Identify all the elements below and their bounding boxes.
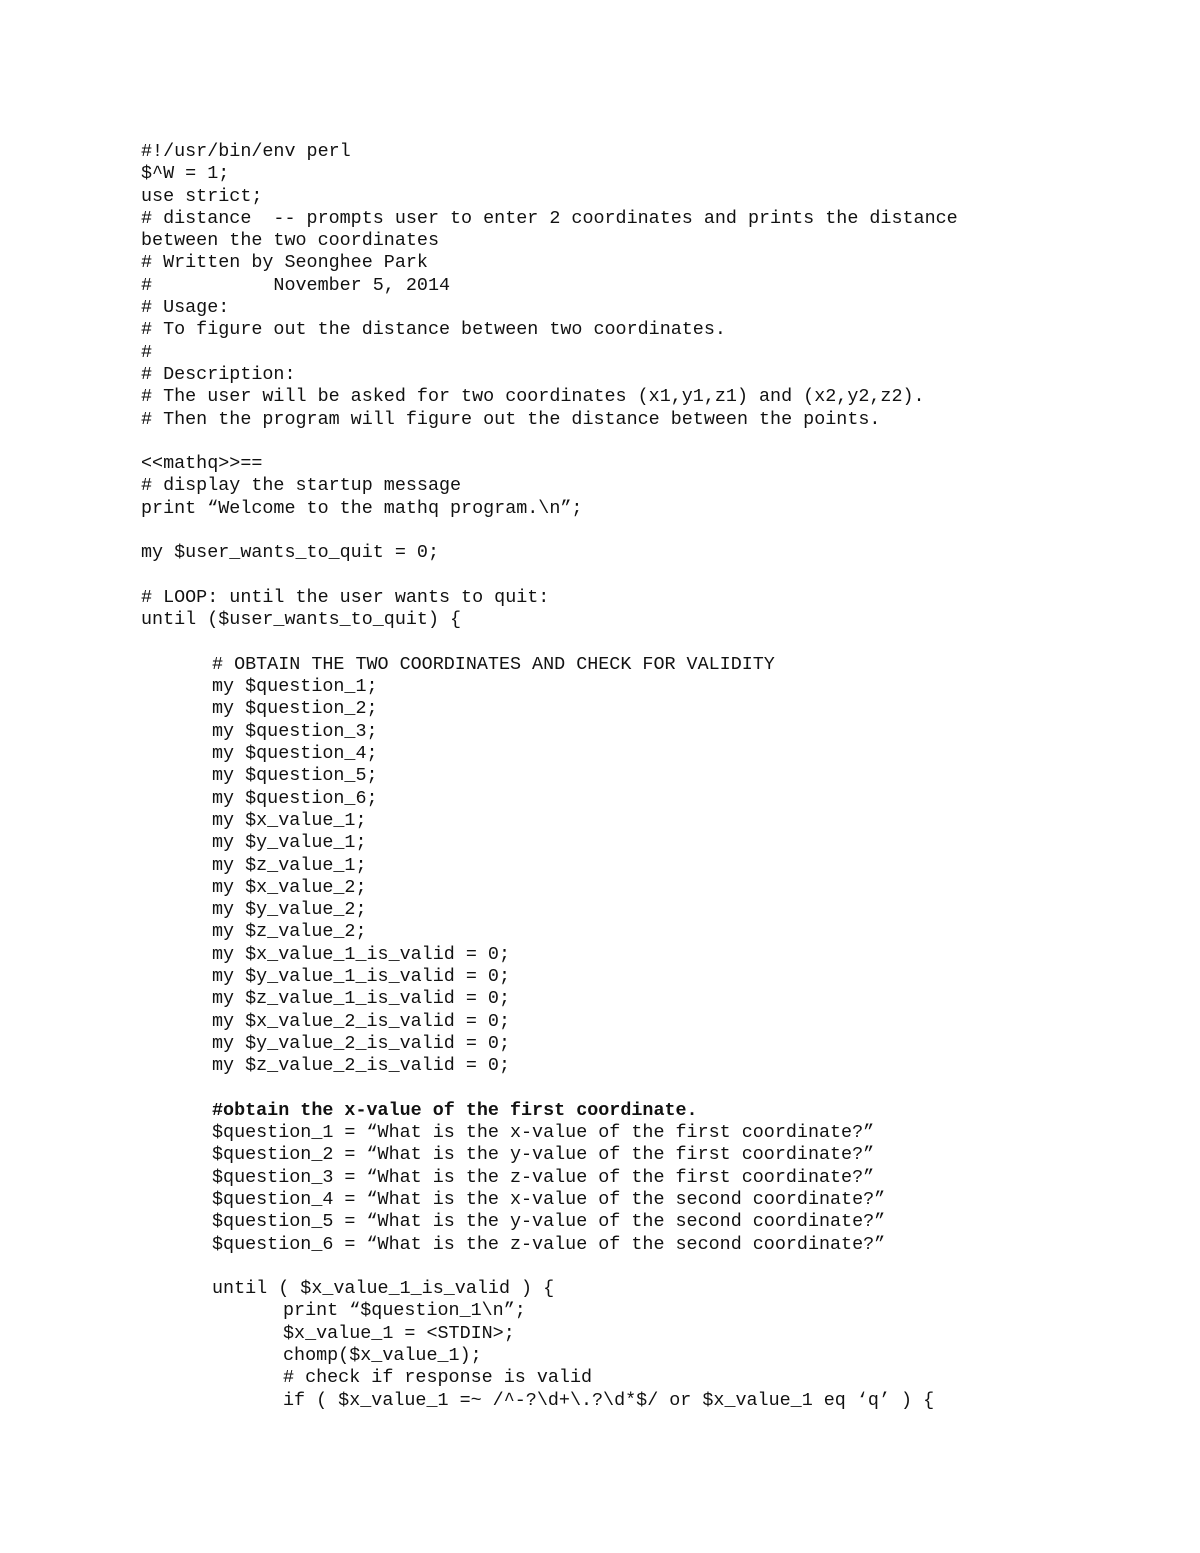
- question-assignment-line: $question_2 = “What is the y-value of the first coordinate?”: [212, 1144, 875, 1166]
- blank-comment-line: #: [141, 341, 153, 363]
- validation-inner-line: print “$question_1\n”;: [283, 1300, 526, 1322]
- startup-comment-line: # display the startup message: [141, 475, 462, 497]
- loop-start-line: until ($user_wants_to_quit) {: [141, 609, 462, 631]
- perl-source-code: [141, 141, 1151, 1412]
- declaration-line: my $question_3;: [212, 720, 378, 742]
- declaration-line: my $question_4;: [212, 743, 378, 765]
- loop-comment-line: # LOOP: until the user wants to quit:: [141, 586, 550, 608]
- declaration-line: my $z_value_2;: [212, 921, 367, 943]
- startup-print-line: print “Welcome to the mathq program.\n”;: [141, 497, 583, 519]
- declaration-line: my $y_value_2;: [212, 899, 367, 921]
- description-label-line: # Description:: [141, 363, 296, 385]
- validation-until-line: until ( $x_value_1_is_valid ) {: [212, 1278, 555, 1300]
- usage-text-line: # To figure out the distance between two coordinates.: [141, 319, 726, 341]
- declaration-line: my $question_2;: [212, 698, 378, 720]
- question-assignment-line: $question_5 = “What is the y-value of the second coordinate?”: [212, 1211, 886, 1233]
- blank-line: [141, 431, 1151, 453]
- declaration-line: my $z_value_1_is_valid = 0;: [212, 988, 510, 1010]
- description-comment-line: # distance -- prompts user to enter 2 coordinates and prints the distance: [141, 207, 958, 229]
- declaration-line: my $z_value_2_is_valid = 0;: [212, 1055, 510, 1077]
- question-assignment-line: $question_6 = “What is the z-value of the second coordinate?”: [212, 1233, 886, 1255]
- chunk-header-line: <<mathq>>==: [141, 453, 263, 475]
- declarations-comment-line: # OBTAIN THE TWO COORDINATES AND CHECK FOR VALIDITY: [212, 653, 775, 675]
- declaration-line: my $question_5;: [212, 765, 378, 787]
- usage-label-line: # Usage:: [141, 297, 230, 319]
- declaration-line: my $y_value_1;: [212, 832, 367, 854]
- blank-line: [141, 632, 1151, 654]
- description-text-line: # The user will be asked for two coordinates (x1,y1,z1) and (x2,y2,z2).: [141, 386, 925, 408]
- description-continuation-line: between the two coordinates: [141, 230, 439, 252]
- date-line: # November 5, 2014: [141, 274, 451, 296]
- warnings-line: $^W = 1;: [141, 163, 230, 185]
- declaration-line: my $x_value_1_is_valid = 0;: [212, 943, 510, 965]
- strict-line: use strict;: [141, 185, 263, 207]
- validation-inner-line: # check if response is valid: [283, 1367, 593, 1389]
- declaration-line: my $z_value_1;: [212, 854, 367, 876]
- declaration-line: my $y_value_2_is_valid = 0;: [212, 1032, 510, 1054]
- author-line: # Written by Seonghee Park: [141, 252, 428, 274]
- description-text-line: # Then the program will figure out the distance between the points.: [141, 408, 881, 430]
- declaration-line: my $question_6;: [212, 787, 378, 809]
- question-assignment-line: $question_1 = “What is the x-value of the first coordinate?”: [212, 1122, 875, 1144]
- questions-comment-line: #obtain the x-value of the first coordinate.: [212, 1099, 698, 1121]
- declaration-line: my $y_value_1_is_valid = 0;: [212, 965, 510, 987]
- declaration-line: my $x_value_2;: [212, 876, 367, 898]
- blank-line: [141, 1077, 1151, 1099]
- declaration-line: my $question_1;: [212, 676, 378, 698]
- validation-inner-line: if ( $x_value_1 =~ /^-?\d+\.?\d*$/ or $x_value_1 eq ‘q’ ) {: [283, 1389, 935, 1411]
- declaration-line: my $x_value_2_is_valid = 0;: [212, 1010, 510, 1032]
- validation-inner-line: chomp($x_value_1);: [283, 1345, 482, 1367]
- question-assignment-line: $question_4 = “What is the x-value of the second coordinate?”: [212, 1188, 886, 1210]
- question-assignment-line: $question_3 = “What is the z-value of the first coordinate?”: [212, 1166, 875, 1188]
- shebang-line: #!/usr/bin/env perl: [141, 141, 351, 162]
- declaration-line: my $x_value_1;: [212, 809, 367, 831]
- quit-variable-line: my $user_wants_to_quit = 0;: [141, 542, 439, 564]
- blank-line: [141, 520, 1151, 542]
- blank-line: [141, 1256, 1151, 1278]
- validation-inner-line: $x_value_1 = <STDIN>;: [283, 1322, 515, 1344]
- blank-line: [141, 565, 1151, 587]
